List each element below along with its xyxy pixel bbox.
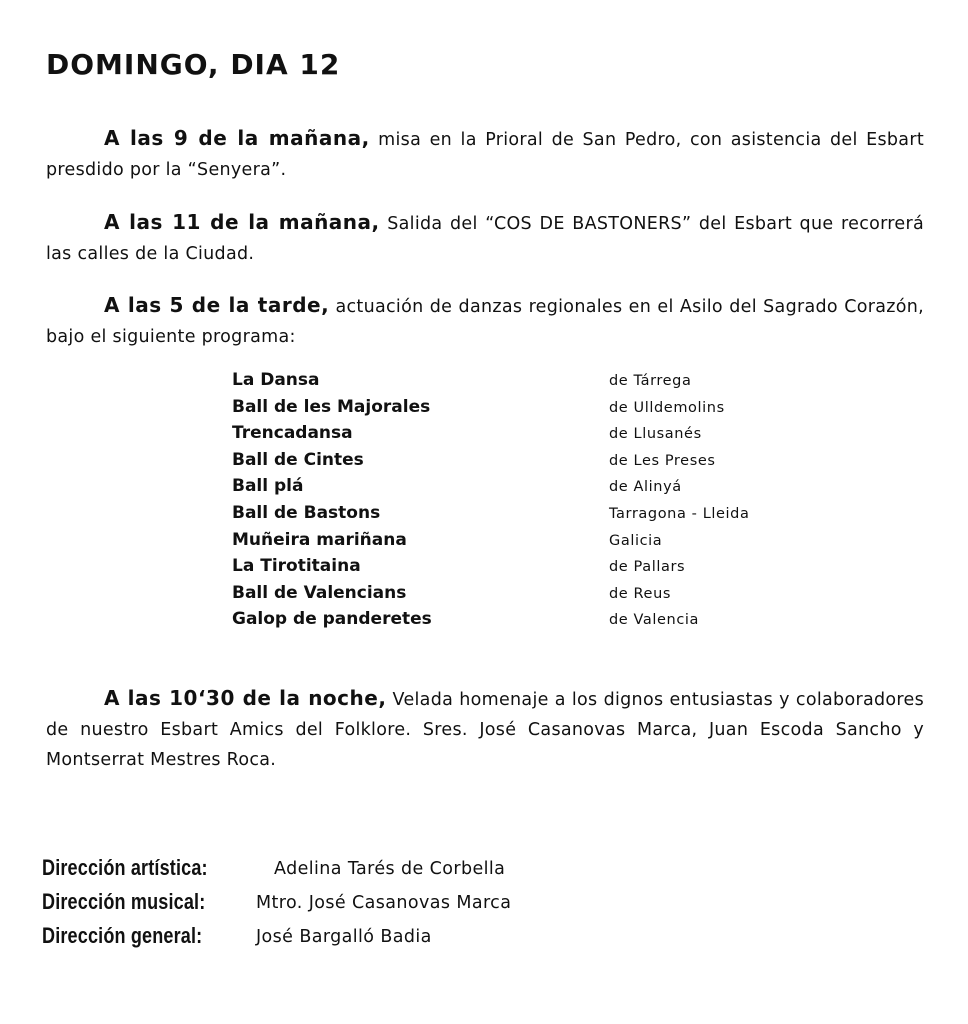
- dance-origin: de Ulldemolins: [609, 399, 725, 416]
- dance-origin: de Alinyá: [609, 479, 682, 496]
- dance-origin: Tarragona - Lleida: [609, 505, 750, 522]
- paragraph-text: actuación de danzas regionales en el Asilo del Sagrado Corazón, bajo el siguiente programa:: [46, 297, 924, 347]
- dance-origin: de Les Preses: [609, 452, 716, 469]
- paragraph-text: misa en la Prioral de San Pedro, con asistencia del Esbart presdido por la “Senyera”.: [46, 130, 924, 180]
- paragraph-text: Velada homenaje a los dignos entusiastas y colaboradores de nuestro Esbart Amics del Folklore. Sres. José Casanovas Marca, Juan Escoda Sancho y Montserrat Mestres Roca.: [46, 690, 924, 770]
- credit-label: Dirección general:: [42, 923, 203, 948]
- dance-origin: de Valencia: [609, 612, 700, 629]
- credit-label: Dirección musical:: [42, 889, 206, 914]
- credit-musical-direction: [42, 889, 512, 923]
- credit-name: Adelina Tarés de Corbella: [274, 859, 506, 879]
- dance-name: Ball de les Majorales: [232, 396, 431, 417]
- paragraph-lead: A las 10‘30 de la noche,: [104, 686, 387, 710]
- dance-name: Ball plá: [232, 476, 304, 497]
- dance-name: Trencadansa: [232, 423, 353, 444]
- paragraph-lead: A las 9 de la mañana,: [104, 126, 370, 150]
- dance-name: Ball de Cintes: [232, 449, 364, 470]
- credit-name: Mtro. José Casanovas Marca: [256, 893, 512, 913]
- dance-origin: de Pallars: [609, 559, 686, 576]
- credits-block: [42, 855, 512, 957]
- dance-origin: de Reus: [609, 585, 672, 602]
- dance-origin: de Llusanés: [609, 426, 702, 443]
- schedule-paragraph-evening-tribute: [46, 683, 924, 775]
- paragraph-text: Salida del “COS DE BASTONERS” del Esbart que recorrerá las calles de la Ciudad.: [46, 214, 925, 264]
- paragraph-lead: A las 11 de la mañana,: [104, 210, 380, 234]
- dance-name: La Tirotitaina: [232, 556, 361, 577]
- dance-origin: de Tárrega: [609, 373, 692, 389]
- dance-name: Ball de Valencians: [232, 582, 407, 603]
- dance-origin: Galicia: [609, 532, 663, 549]
- page-title: DOMINGO, DIA 12: [46, 48, 341, 81]
- credit-name: José Bargalló Badia: [256, 927, 432, 947]
- dance-name: Muñeira mariñana: [232, 529, 407, 550]
- dance-name: Galop de panderetes: [232, 609, 432, 630]
- credit-label: Dirección artística:: [42, 855, 208, 880]
- dance-name: La Dansa: [232, 370, 320, 390]
- schedule-paragraph-bastoners: [46, 207, 924, 269]
- dance-name: Ball de Bastons: [232, 502, 381, 523]
- schedule-paragraph-morning-mass: [46, 123, 924, 185]
- schedule-paragraph-dances: [46, 290, 924, 352]
- credit-artistic-direction: [42, 855, 506, 889]
- credit-general-direction: [42, 923, 432, 957]
- paragraph-lead: A las 5 de la tarde,: [104, 293, 330, 317]
